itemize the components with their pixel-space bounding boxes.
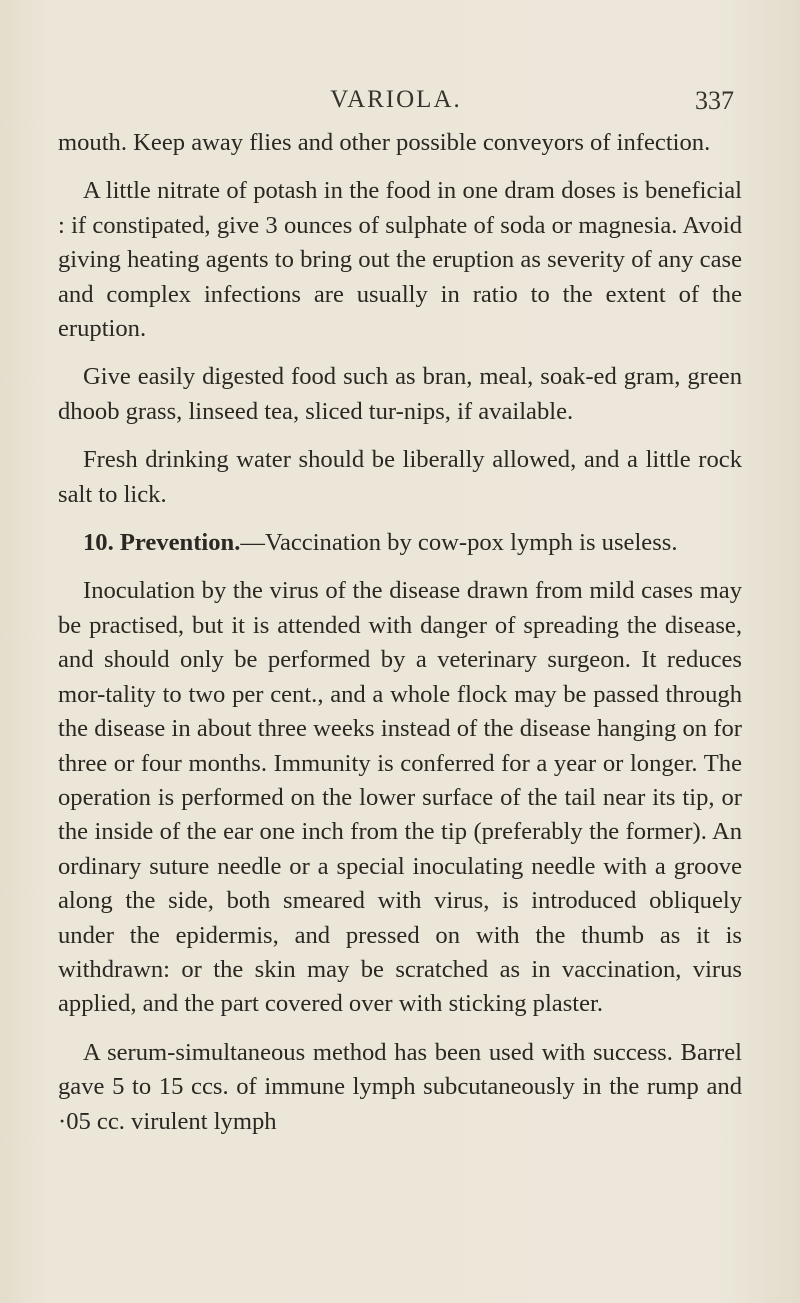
paragraph-serum-simultaneous: A serum-simultaneous method has been used with success. Barrel gave 5 to 15 ccs. of immune lymph subcutaneously in the rump and ·05 cc. virulent lymph	[58, 1038, 742, 1135]
page-number: 337	[695, 86, 734, 115]
running-head	[58, 86, 734, 116]
running-title: VARIOLA.	[330, 86, 462, 113]
paragraph-digestible-food: Give easily digested food such as bran, meal, soak-ed gram, green dhoob grass, linseed tea, sliced tur-nips, if available.	[58, 363, 742, 425]
section-heading-prevention: 10. Prevention.	[83, 529, 241, 557]
paragraph-prevention-text: —Vaccination by cow-pox lymph is useless.	[240, 529, 678, 557]
paragraph-prevention	[58, 526, 742, 560]
paragraph-nitrate-of-potash: A little nitrate of potash in the food in one dram doses is beneficial : if constipated, give 3 ounces of sulphate of soda or magnesia. Avoid giving heating agents to bring out the eruption as severity of any case and complex infections are usually in ratio to the extent of the eruption.	[58, 177, 742, 343]
body-text	[58, 126, 742, 1153]
paragraph-inoculation: Inoculation by the virus of the disease drawn from mild cases may be practised, but it is attended with danger of spreading the disease, and should only be performed by a veterinary surgeon. It reduces mor-tality to two per cent., and a whole flock may be passed through the disease in about three weeks instead of the disease hanging on for three or four months. Immunity is conferred for a year or longer. The operation is performed on the lower surface of the tail near its tip, or the inside of the ear one inch from the tip (preferably the former). An ordinary suture needle or a special inoculating needle with a groove along the side, both smeared with virus, is introduced obliquely under the epidermis, and pressed on with the thumb as it is withdrawn: or the skin may be scratched as in vaccination, virus applied, and the part covered over with sticking plaster.	[58, 577, 742, 1018]
paragraph-continuation: mouth. Keep away flies and other possible conveyors of infection.	[58, 129, 711, 156]
paragraph-drinking-water: Fresh drinking water should be liberally allowed, and a little rock salt to lick.	[58, 446, 742, 508]
